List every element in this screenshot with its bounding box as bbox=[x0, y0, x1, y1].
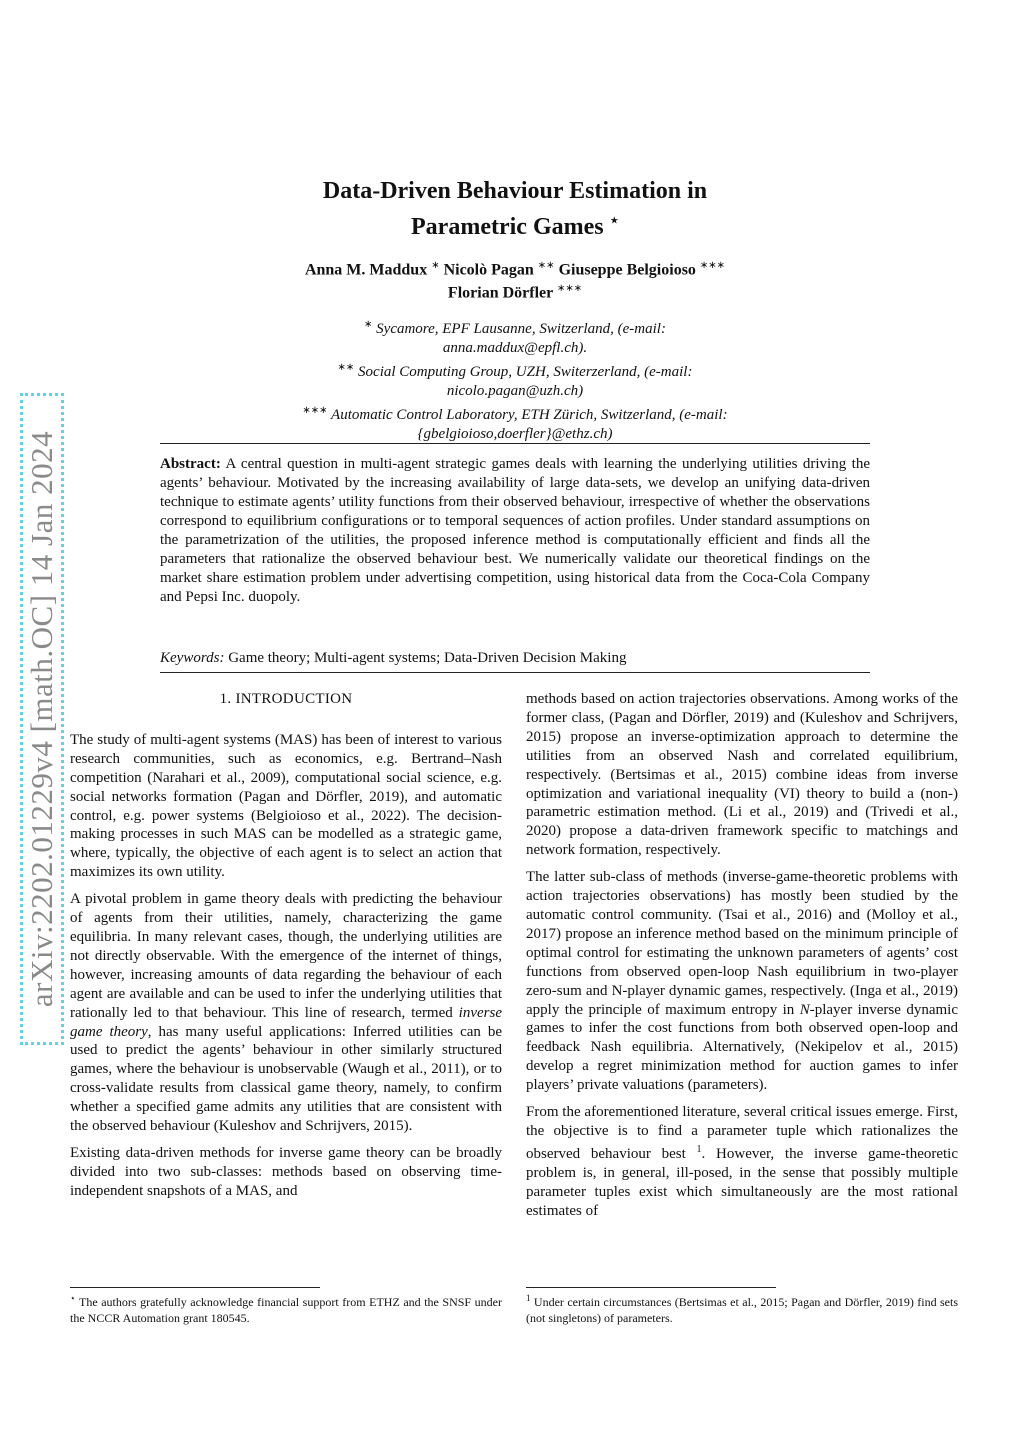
affiliation-1-email: anna.maddux@epfl.ch). bbox=[442, 340, 588, 356]
affiliation-2-mark: ∗∗ bbox=[337, 362, 355, 373]
keywords-label: Keywords: bbox=[160, 650, 225, 666]
right-footnote-rule bbox=[526, 1287, 776, 1288]
author-line-1 bbox=[200, 256, 830, 279]
title-star-icon: ⋆ bbox=[609, 213, 619, 229]
title-line-2 bbox=[230, 206, 800, 242]
author-4: Florian Dörfler bbox=[447, 284, 553, 302]
right-column bbox=[526, 690, 958, 1228]
left-footnote-rule bbox=[70, 1287, 320, 1288]
abstract-label: Abstract: bbox=[160, 456, 221, 472]
right-paragraph-3-b: . However, the inverse game-theoretic problem is, in general, ill-posed, in the sense that possibly multiple parameter tuples exist which simultaneously are the most rational estimates of bbox=[526, 1145, 959, 1219]
intro-paragraph-2-emphasis: inverse game theory bbox=[70, 1004, 502, 1040]
footnote-star-text: The authors gratefully acknowledge financial support from ETHZ and the SNSF under the NCCR Automation grant 180545. bbox=[70, 1295, 502, 1325]
section-heading: 1. INTRODUCTION bbox=[219, 691, 353, 707]
affiliation-1-line-a: Sycamore, EPF Lausanne, Switzerland, (e-mail: bbox=[376, 321, 666, 337]
author-2: Nicolò Pagan bbox=[443, 261, 534, 279]
abstract-text: A central question in multi-agent strategic games deals with learning the underlying utilities driving the agents’ behaviour. Motivated by the increasing availability of large data-sets, we develop an unifying data-driven technique to estimate agents’ utility functions from their observed behaviour, irrespective of whether the observations correspond to equilibrium configurations or to temporal sequences of action profiles. Under standard assumptions on the parametrization of the utilities, the proposed inference method is computationally efficient and finds all the parameters that rationalize the observed behaviour best. We numerically validate our theoretical findings on the market share estimation problem under advertising competition, using historical data from the Coca-Cola Company and Pepsi Inc. duopoly. bbox=[160, 456, 870, 605]
author-2-mark: ∗∗ bbox=[537, 260, 555, 271]
footnote-1-mark: 1 bbox=[526, 1293, 531, 1303]
affiliations bbox=[200, 315, 830, 444]
footnote-1-text: Under certain circumstances (Bertsimas et al., 2015; Pagan and Dörfler, 2019) find sets (not singletons) of parameters. bbox=[526, 1295, 958, 1325]
affiliation-1 bbox=[200, 315, 830, 339]
right-paragraph-2-emphasis: N bbox=[799, 1001, 810, 1018]
affiliation-3-email: {gbelgioioso,doerfler}@ethz.ch) bbox=[417, 426, 613, 442]
intro-paragraph-2-b: , has many useful applications: Inferred utilities can be used to predict the agents’ behaviour in other similarly structured games, where the behaviour is unobservable (Waugh et al., 2011), or to cross-validate results from classical game theory, namely, to confirm whether a specified game admits any utilities that are consistent with the observed behaviour (Kuleshov and Schrijvers, 2015). bbox=[70, 1023, 502, 1135]
author-3-mark: ∗∗∗ bbox=[699, 260, 726, 271]
affiliation-2-line-a: Social Computing Group, UZH, Switerzerland, (e-mail: bbox=[358, 364, 693, 380]
affiliation-2-email: nicolo.pagan@uzh.ch) bbox=[446, 383, 584, 399]
footnote-1-ref[interactable]: 1 bbox=[696, 1143, 702, 1155]
affiliation-3-mark: ∗∗∗ bbox=[302, 405, 328, 416]
abstract-top-rule bbox=[160, 443, 870, 444]
title-line-2-text: Parametric Games bbox=[411, 214, 604, 240]
author-line-2 bbox=[200, 279, 830, 302]
intro-paragraph-2 bbox=[70, 890, 502, 1136]
keywords-bottom-rule bbox=[160, 672, 870, 673]
footnote-star-mark: ⋆ bbox=[70, 1293, 76, 1303]
arxiv-identifier-stamp bbox=[20, 393, 64, 1045]
right-paragraph-2-b: -player inverse dynamic games to infer the cost functions from both observed open-loop and feedback Nash equilibria. Alternatively, (Nekipelov et al., 2015) develop a regret minimization method for auction games to infer players’ private valuations (parameters). bbox=[526, 1001, 958, 1094]
author-3: Giuseppe Belgioioso bbox=[558, 261, 696, 279]
affiliation-1-mark: ∗ bbox=[364, 319, 373, 330]
author-1: Anna M. Maddux bbox=[304, 261, 428, 279]
right-paragraph-1: methods based on action trajectories observations. Among works of the former class, (Pagan and Dörfler, 2019) and (Kuleshov and Schrijvers, 2015) propose an inverse-optimization approach to determine the utilities from an observed Nash and correlated equilibrium, respectively. (Bertsimas et al., 2015) combine ideas from inverse optimization and variational inequality (VI) theory to build a (non-) parametric estimation method. (Li et al., 2019) and (Trivedi et al., 2020) propose a data-driven framework specific to matchings and network formation, respectively. bbox=[526, 691, 958, 859]
paper-title bbox=[230, 176, 800, 242]
footnote-1 bbox=[526, 1290, 958, 1326]
affiliation-3-line-a: Automatic Control Laboratory, ETH Zürich, Switzerland, (e-mail: bbox=[331, 407, 728, 423]
right-paragraph-2-a: The latter sub-class of methods (inverse-game-theoretic problems with action trajectories observations) has mostly been studied by the automatic control community. (Tsai et al., 2016) and (Molloy et al., 2017) propose an inference method based on the minimum principle of optimal control for estimating the unknown parameters of agents’ cost functions from observed open-loop Nash equilibrium in two-player zero-sum and N-player dynamic games, respectively. (Inga et al., 2019) apply the principle of maximum entropy in bbox=[526, 869, 958, 1018]
keywords bbox=[160, 649, 870, 668]
footnote-star bbox=[70, 1290, 502, 1326]
left-column bbox=[70, 690, 502, 1209]
affiliation-2 bbox=[200, 358, 830, 382]
keywords-text: Game theory; Multi-agent systems; Data-Driven Decision Making bbox=[228, 650, 627, 666]
author-4-mark: ∗∗∗ bbox=[556, 283, 583, 295]
author-1-mark: ∗ bbox=[431, 260, 440, 271]
arxiv-identifier: arXiv:2202.01229v4 [math.OC] 14 Jan 2024 bbox=[24, 430, 59, 1008]
title-line-1: Data-Driven Behaviour Estimation in bbox=[322, 178, 708, 204]
right-paragraph-2 bbox=[526, 868, 958, 1095]
intro-paragraph-3: Existing data-driven methods for inverse game theory can be broadly divided into two sub-classes: methods based on observing time-independent snapshots of a MAS, and bbox=[70, 1144, 502, 1199]
author-list bbox=[200, 256, 830, 303]
abstract bbox=[160, 455, 870, 607]
right-paragraph-3-a: From the aforementioned literature, several critical issues emerge. First, the objective is to find a parameter tuple which rationalizes the observed behaviour best bbox=[526, 1104, 958, 1162]
intro-paragraph-2-a: A pivotal problem in game theory deals with predicting the behaviour of agents from their utilities, namely, characterizing the game equilibria. In many relevant cases, though, the underlying utilities are not directly observable. With the emergence of the internet of things, however, increasing amounts of data regarding the behaviour of each agent are available and can be used to infer the underlying utilities that rationally led to that behaviour. This line of research, termed bbox=[70, 891, 502, 1021]
affiliation-3 bbox=[200, 401, 830, 425]
right-paragraph-3 bbox=[526, 1103, 958, 1220]
intro-paragraph-1: The study of multi-agent systems (MAS) has been of interest to various research communities, such as economics, e.g. Bertrand–Nash competition (Narahari et al., 2009), computational social science, e.g. social networks formation (Pagan and Dörfler, 2019), and automatic control, e.g. power systems (Belgioioso et al., 2022). The decision-making processes in such MAS can be modelled as a strategic game, where, typically, the objective of each agent is to select an action that maximizes its own utility. bbox=[70, 731, 502, 881]
